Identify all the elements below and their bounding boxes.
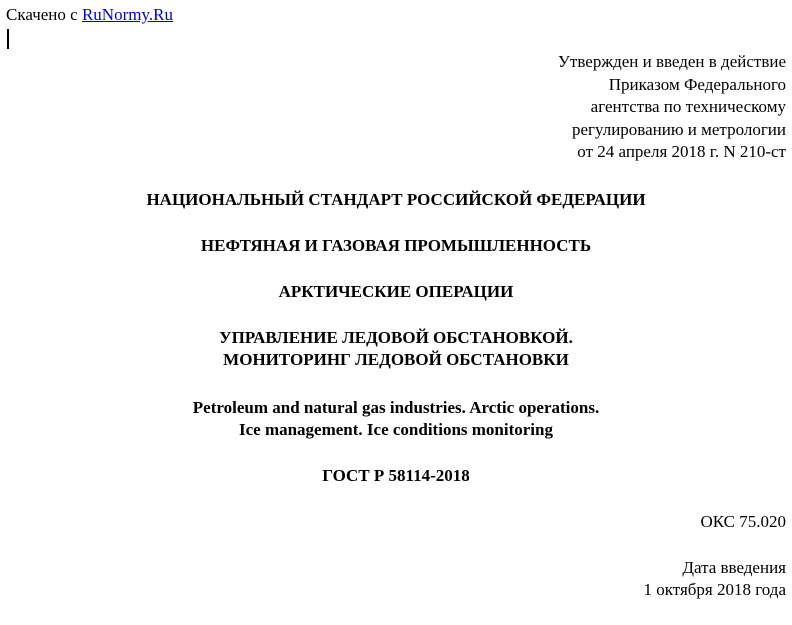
source-prefix: Скачено с xyxy=(6,5,82,24)
oks-code: ОКС 75.020 xyxy=(700,512,786,531)
industry-title: НЕФТЯНАЯ И ГАЗОВАЯ ПРОМЫШЛЕННОСТЬ xyxy=(200,236,592,255)
standard-type-title: НАЦИОНАЛЬНЫЙ СТАНДАРТ РОССИЙСКОЙ ФЕДЕРАЦИИ xyxy=(146,190,646,209)
approval-line: Приказом Федерального xyxy=(608,74,786,94)
introduction-date-block xyxy=(643,557,786,601)
english-title xyxy=(0,397,792,441)
source-line xyxy=(6,5,173,25)
subject-title-line: УПРАВЛЕНИЕ ЛЕДОВОЙ ОБСТАНОВКОЙ. xyxy=(219,328,573,347)
introduction-date: 1 октября 2018 года xyxy=(643,580,786,599)
standard-designation: ГОСТ Р 58114-2018 xyxy=(322,466,470,485)
runormy-link[interactable]: RuNormy.Ru xyxy=(81,5,173,24)
approval-line: Утвержден и введен в действие xyxy=(557,52,786,71)
approval-line: агентства по техническому xyxy=(590,97,786,116)
section-title: АРКТИЧЕСКИЕ ОПЕРАЦИИ xyxy=(278,282,514,301)
subject-title xyxy=(0,327,792,371)
introduction-label: Дата введения xyxy=(682,558,786,577)
subject-title-line: МОНИТОРИНГ ЛЕДОВОЙ ОБСТАНОВКИ xyxy=(223,350,569,369)
english-title-line: Petroleum and natural gas industries. Arctic operations. xyxy=(192,398,600,417)
text-cursor xyxy=(7,29,9,49)
approval-line: регулированию и метрологии xyxy=(571,119,786,139)
approval-line: от 24 апреля 2018 г. N 210-ст xyxy=(577,142,786,161)
approval-block xyxy=(558,51,786,164)
english-title-line: Ice management. Ice conditions monitoring xyxy=(238,420,553,439)
